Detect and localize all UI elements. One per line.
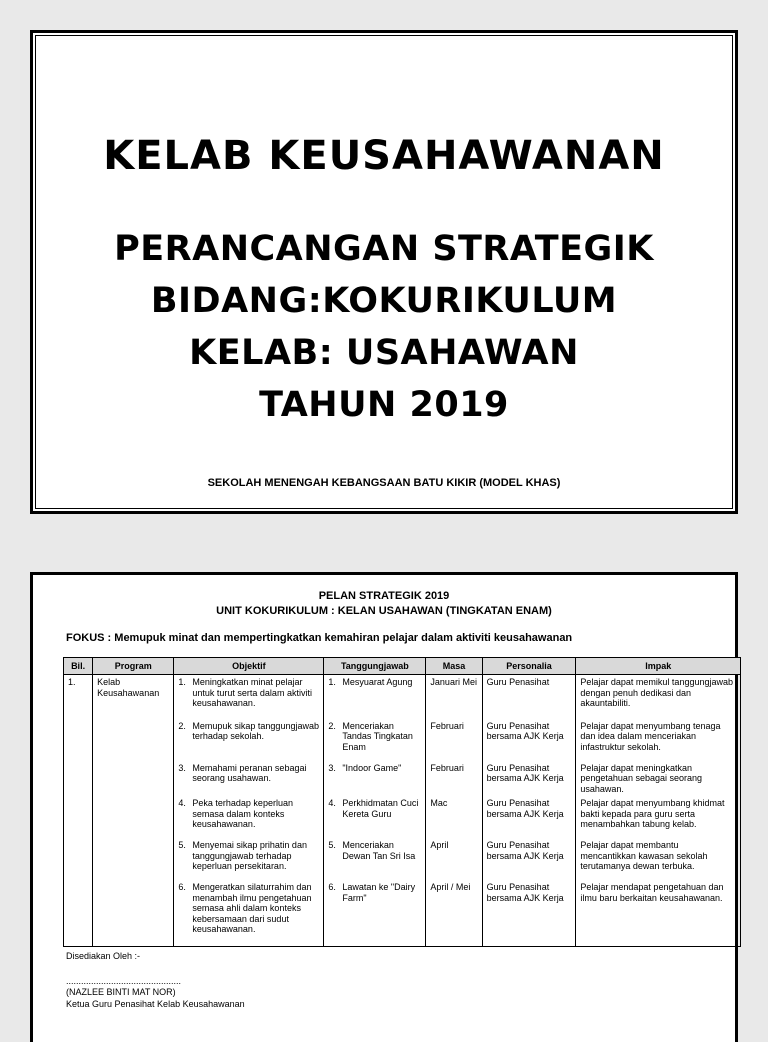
cell-personalia [482, 794, 576, 836]
objektif-number: 2. [178, 720, 186, 731]
cell-program [93, 675, 174, 717]
impak-value: Pelajar dapat menyumbang tenaga dan idea dalam menceriakan infastruktur sekolah. [580, 720, 721, 752]
tanggungjawab-number: 6. [328, 882, 336, 892]
tanggungjawab-number: 5. [328, 840, 336, 850]
objektif-text: Memahami peranan sebagai seorang usahawan. [192, 762, 307, 783]
tanggungjawab-number: 4. [328, 798, 336, 808]
objektif-text: Memupuk sikap tanggungjawab terhadap sekolah. [192, 720, 319, 741]
cell-program [93, 759, 174, 795]
cell-objektif [174, 759, 324, 795]
masa-value: Februari [430, 762, 464, 773]
table-header-row [64, 658, 741, 675]
cell-masa [426, 794, 482, 836]
plan-fokus: FOKUS : Memupuk minat dan mempertingkatkan kemahiran pelajar dalam aktiviti keusahawanan [66, 632, 573, 644]
tanggungjawab-number: 3. [328, 762, 336, 773]
impak-value: Pelajar dapat memikul tanggungjawab dengan penuh dedikasi dan akauntabiliti. [580, 677, 733, 708]
cell-impak [576, 759, 741, 795]
tanggungjawab-text: Lawatan ke "Dairy Farm" [342, 882, 416, 903]
cell-impak [576, 675, 741, 717]
objektif-text: Peka terhadap keperluan semasa dalam konteks keusahawanan. [192, 798, 293, 829]
program-value: Kelab Keusahawanan [97, 677, 160, 698]
tanggungjawab-text: Mesyuarat Agung [342, 677, 413, 687]
cell-program [93, 717, 174, 759]
cover-line-3: KELAB: USAHAWAN [189, 333, 579, 373]
signatory-name: (NAZLEE BINTI MAT NOR) [66, 987, 176, 997]
masa-value: Februari [430, 720, 464, 731]
table-row [64, 836, 741, 878]
cell-tanggungjawab [324, 836, 426, 878]
personalia-value: Guru Penasihat bersama AJK Kerja [486, 798, 564, 819]
header-objektif: Objektif [174, 658, 324, 675]
tanggungjawab-text: "Indoor Game" [342, 762, 402, 773]
cell-impak [576, 878, 741, 946]
cell-bil [64, 759, 93, 795]
cell-program [93, 794, 174, 836]
cell-personalia [482, 759, 576, 795]
table-row [64, 759, 741, 795]
impak-value: Pelajar dapat menyumbang khidmat bakti kepada para guru serta menambahkan tabung kelab. [580, 798, 725, 829]
table-row [64, 878, 741, 946]
table-body [64, 675, 741, 947]
header-masa: Masa [426, 658, 482, 675]
cover-line-4: TAHUN 2019 [259, 385, 509, 425]
cell-objektif [174, 878, 324, 946]
tanggungjawab-number: 1. [328, 677, 336, 687]
header-bil: Bil. [64, 658, 93, 675]
cover-line-2: BIDANG:KOKURIKULUM [150, 281, 618, 321]
table-row [64, 675, 741, 717]
table-row [64, 794, 741, 836]
cell-tanggungjawab [324, 794, 426, 836]
header-program: Program [93, 658, 174, 675]
objektif-number: 1. [178, 677, 186, 687]
cell-masa [426, 717, 482, 759]
table-row [64, 717, 741, 759]
objektif-text: Menyemai sikap prihatin dan tanggungjawab terhadap keperluan persekitaran. [192, 840, 307, 871]
objektif-text: Meningkatkan minat pelajar untuk turut serta dalam aktiviti keusahawanan. [192, 677, 312, 708]
school-name: SEKOLAH MENENGAH KEBANGSAAN BATU KIKIR (MODEL KHAS) [207, 477, 561, 489]
personalia-value: Guru Penasihat bersama AJK Kerja [486, 720, 564, 741]
bil-value: 1. [68, 677, 76, 687]
cover-title: KELAB KEUSAHAWANAN [103, 133, 665, 179]
tanggungjawab-number: 2. [328, 720, 336, 731]
plan-unit: UNIT KOKURIKULUM : KELAN USAHAWAN (TINGKATAN ENAM) [216, 605, 552, 617]
personalia-value: Guru Penasihat bersama AJK Kerja [486, 762, 564, 783]
cover-line-1: PERANCANGAN STRATEGIK [114, 229, 654, 269]
cell-impak [576, 794, 741, 836]
cell-bil [64, 794, 93, 836]
cell-masa [426, 675, 482, 717]
cell-bil [64, 717, 93, 759]
header-tanggungjawab: Tanggungjawab [324, 658, 426, 675]
cover-page [30, 30, 738, 514]
objektif-number: 3. [178, 762, 186, 773]
cell-objektif [174, 794, 324, 836]
signature-line: .............................................. [66, 976, 182, 986]
cell-bil [64, 675, 93, 717]
objektif-number: 4. [178, 798, 186, 808]
cell-masa [426, 759, 482, 795]
cell-tanggungjawab [324, 675, 426, 717]
prepared-by: Disediakan Oleh :- [66, 951, 141, 961]
signatory-role: Ketua Guru Penasihat Kelab Keusahawanan [66, 999, 245, 1009]
cell-personalia [482, 675, 576, 717]
header-personalia: Personalia [482, 658, 576, 675]
cell-tanggungjawab [324, 878, 426, 946]
cell-personalia [482, 836, 576, 878]
masa-value: April [430, 840, 449, 850]
masa-value: April / Mei [430, 882, 471, 892]
tanggungjawab-text: Perkhidmatan Cuci Kereta Guru [342, 798, 419, 819]
cell-bil [64, 836, 93, 878]
objektif-number: 5. [178, 840, 186, 850]
tanggungjawab-text: Menceriakan Tandas Tingkatan Enam [342, 720, 413, 752]
objektif-number: 6. [178, 882, 186, 892]
cell-objektif [174, 717, 324, 759]
cell-program [93, 878, 174, 946]
cell-objektif [174, 675, 324, 717]
tanggungjawab-text: Menceriakan Dewan Tan Sri Isa [342, 840, 416, 861]
cell-impak [576, 836, 741, 878]
cell-masa [426, 878, 482, 946]
objektif-text: Mengeratkan silaturrahim dan menambah ilmu pengetahuan semasa ahli dalam konteks kebersamaan dari sudut keusahawanan. [192, 882, 312, 934]
personalia-value: Guru Penasihat bersama AJK Kerja [486, 882, 564, 903]
cell-personalia [482, 717, 576, 759]
cell-tanggungjawab [324, 759, 426, 795]
plan-page [30, 572, 738, 1042]
cell-personalia [482, 878, 576, 946]
personalia-value: Guru Penasihat bersama AJK Kerja [486, 840, 564, 861]
strategy-table [63, 657, 741, 947]
impak-value: Pelajar dapat meningkatkan pengetahuan sebagai seorang usahawan. [580, 762, 702, 794]
masa-value: Januari Mei [430, 677, 477, 687]
masa-value: Mac [430, 798, 448, 808]
cell-bil [64, 878, 93, 946]
cover-inner-border [35, 35, 733, 509]
personalia-value: Guru Penasihat [486, 677, 550, 687]
cell-objektif [174, 836, 324, 878]
cell-impak [576, 717, 741, 759]
cell-masa [426, 836, 482, 878]
cell-tanggungjawab [324, 717, 426, 759]
cell-program [93, 836, 174, 878]
plan-title: PELAN STRATEGIK 2019 [318, 590, 450, 602]
impak-value: Pelajar dapat membantu mencantikkan kawasan sekolah terutamanya dewan terbuka. [580, 840, 708, 871]
header-impak: Impak [576, 658, 741, 675]
impak-value: Pelajar mendapat pengetahuan dan ilmu baru berkaitan keusahawanan. [580, 882, 724, 903]
